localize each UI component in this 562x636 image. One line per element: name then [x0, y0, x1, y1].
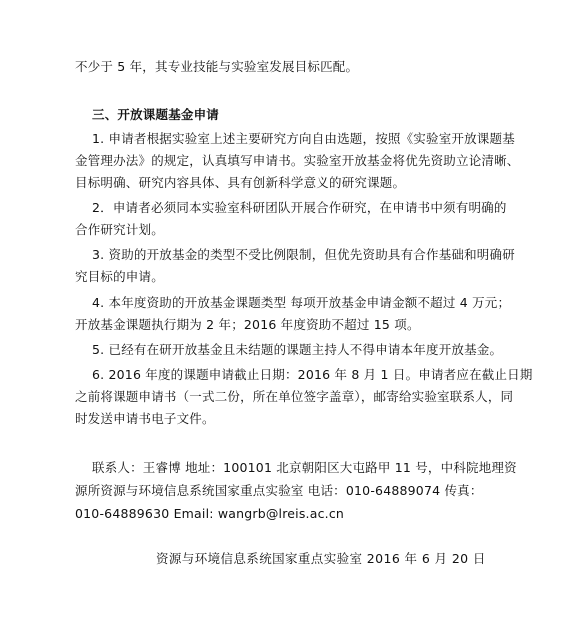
item-1-line-1: 1. 申请者根据实验室上述主要研究方向自由选题，按照《实验室开放课题基 — [92, 131, 515, 146]
contact-line-1: 联系人：王睿博 地址：100101 北京朝阳区大屯路甲 11 号，中科院地理资 — [92, 460, 517, 475]
item-1-line-3: 目标明确、研究内容具体、具有创新科学意义的研究课题。 — [75, 175, 406, 190]
item-1-line-2: 金管理办法》的规定，认真填写申请书。实验室开放基金将优先资助立论清晰、 — [75, 153, 520, 168]
item-2-line-1: 2．申请者必须同本实验室科研团队开展合作研究，在申请书中须有明确的 — [92, 200, 507, 215]
item-3-line-1: 3. 资助的开放基金的类型不受比例限制，但优先资助具有合作基础和明确研 — [92, 247, 515, 262]
item-4-line-2: 开放基金课题执行期为 2 年；2016 年度资助不超过 15 项。 — [75, 317, 420, 332]
contact-line-3: 010-64889630 Email: wangrb@lreis.ac.cn — [75, 506, 345, 521]
item-2-line-2: 合作研究计划。 — [75, 222, 164, 237]
item-4-line-1: 4. 本年度资助的开放基金课题类型 每项开放基金申请金额不超过 4 万元； — [92, 295, 511, 310]
signature-line: 资源与环境信息系统国家重点实验室 2016 年 6 月 20 日 — [156, 551, 486, 566]
item-3-line-2: 究目标的申请。 — [75, 269, 164, 284]
item-6-line-1: 6. 2016 年度的课题申请截止日期：2016 年 8 月 1 日。申请者应在截止日期 — [92, 367, 533, 382]
contact-line-2: 源所资源与环境信息系统国家重点实验室 电话：010-64889074 传真： — [75, 483, 483, 498]
item-6-line-3: 时发送申请书电子文件。 — [75, 411, 215, 426]
item-6-line-2: 之前将课题申请书（一式二份，所在单位签字盖章），邮寄给实验室联系人，同 — [75, 389, 514, 404]
intro-line: 不少于 5 年，其专业技能与实验室发展目标匹配。 — [75, 59, 359, 74]
item-5-line-1: 5. 已经有在研开放基金且未结题的课题主持人不得申请本年度开放基金。 — [92, 342, 503, 357]
section-heading: 三、开放课题基金申请 — [92, 107, 220, 122]
